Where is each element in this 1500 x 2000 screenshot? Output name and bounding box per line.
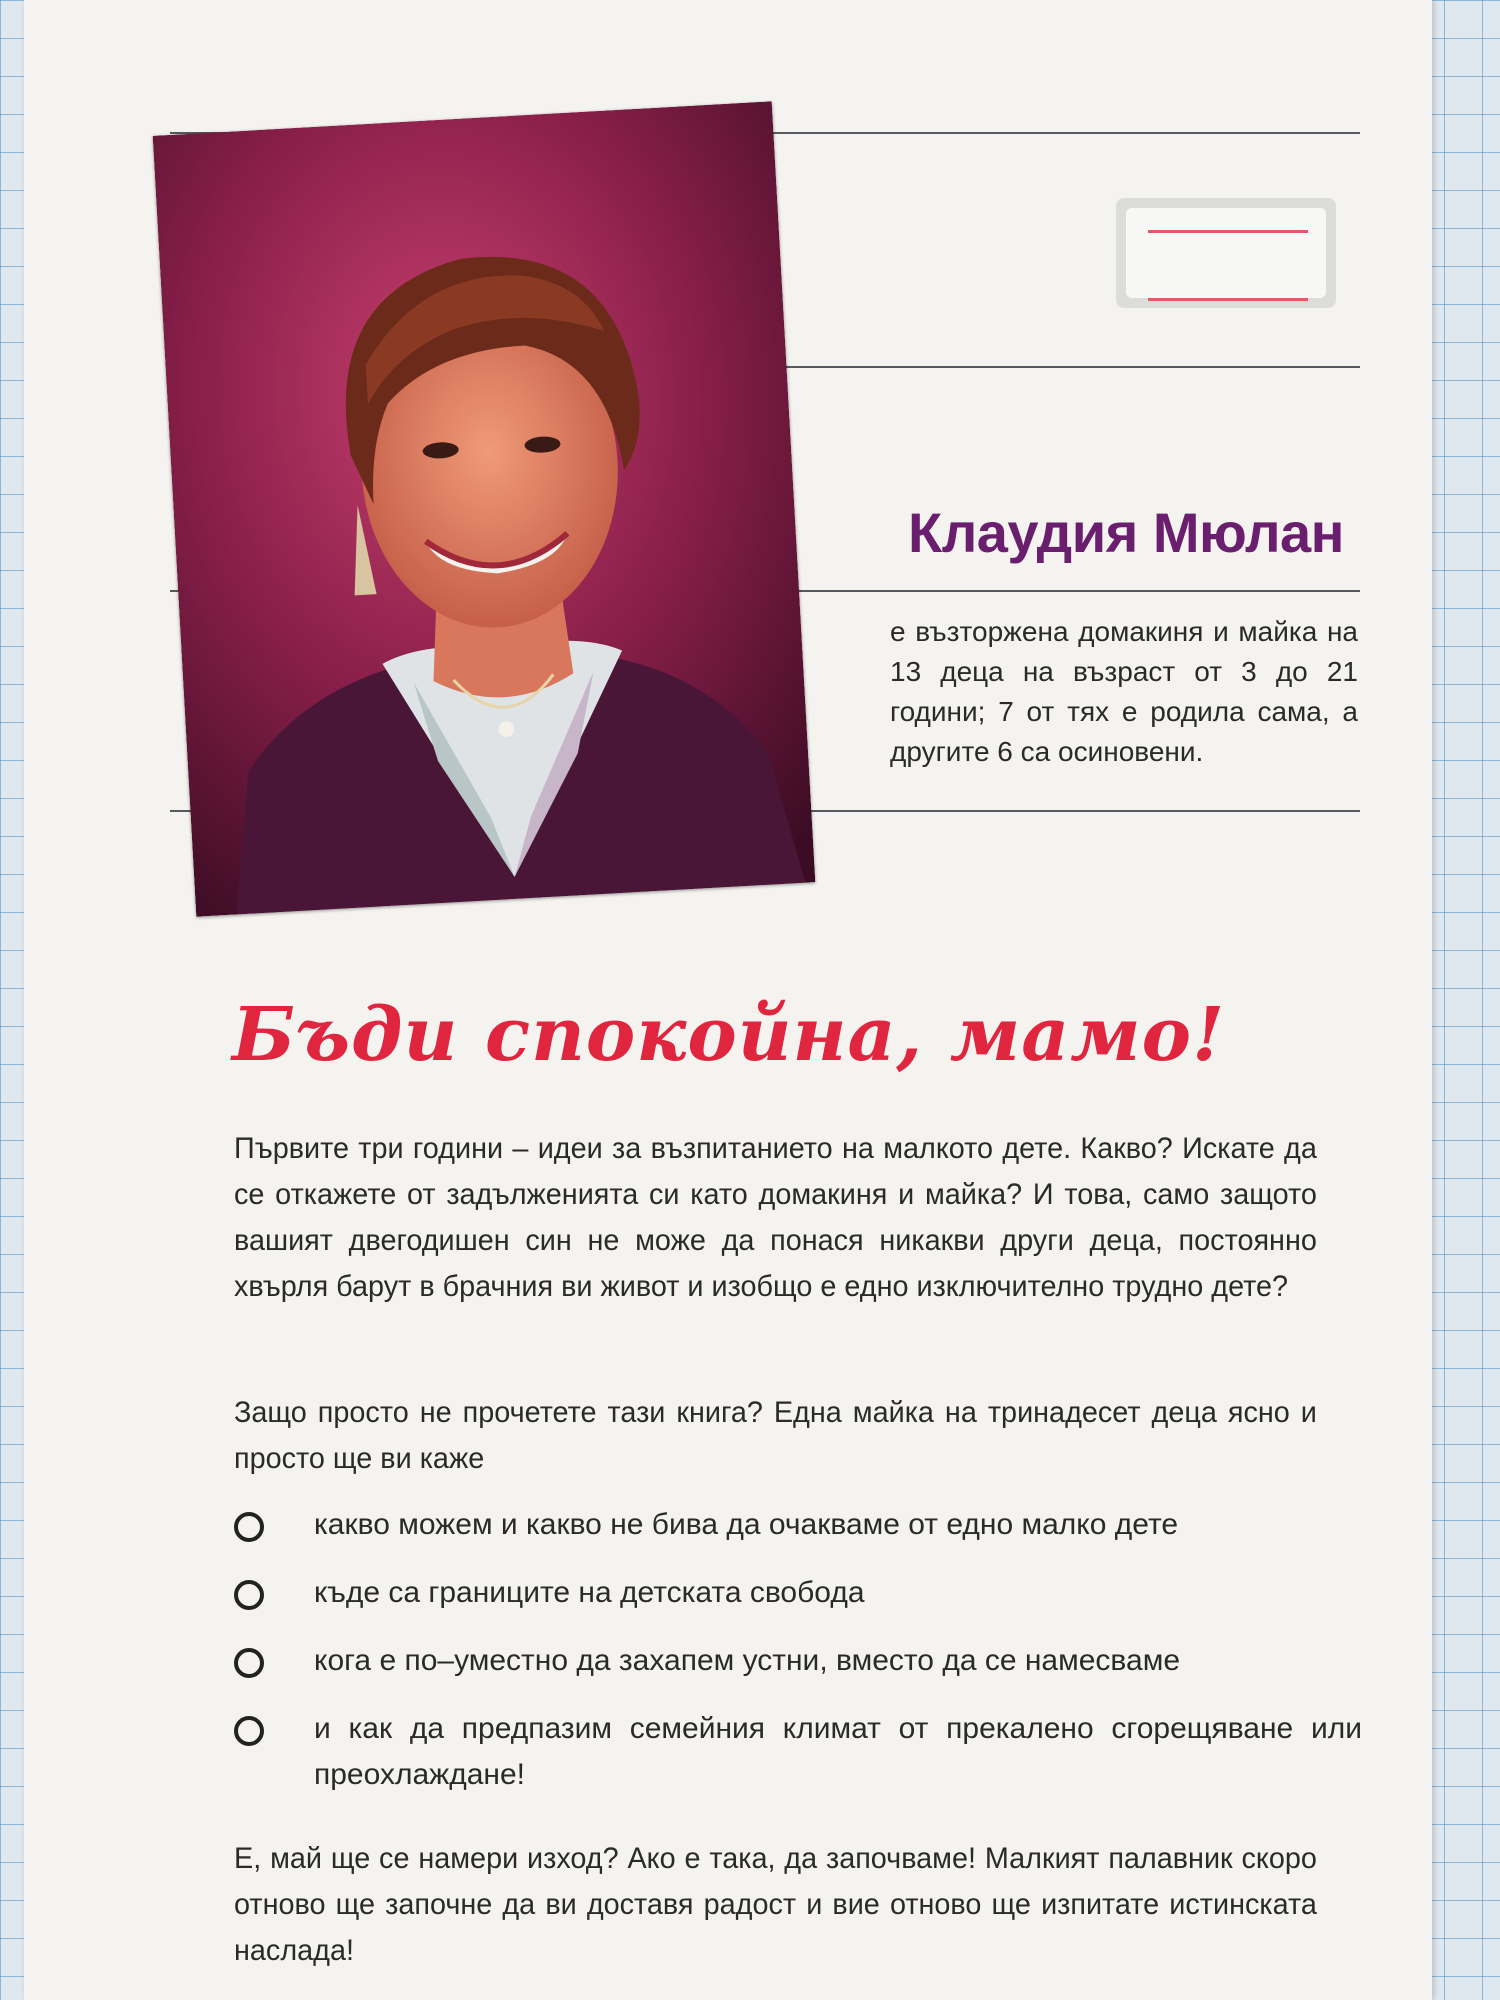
list-item [232,1502,1362,1548]
price-tag-line-top [1148,230,1308,233]
author-bio: е възторжена домакиня и майка на 13 деца на възраст от 3 до 21 години; 7 от тях е родила сама, а другите 6 са осиновени. [890,616,1358,767]
intro-paragraph: Първите три години – идеи за възпитанието на малкото дете. Какво? Искате да се откажете от задълженията си като домакиня и майка? И това, само защото вашият двегодишен син не може да понася никакви други деца, постоянно хвърля барут в брачния ви живот и изобщо е едно изключително трудно дете? [234,1132,1317,1303]
author-name: Клаудия Мюлан [908,501,1344,564]
bullet-text: какво можем и какво не бива да очакваме от едно малко дете [314,1508,1179,1541]
question-paragraph: Защо просто не прочетете тази книга? Една майка на тринадесет деца ясно и просто ще ви каже [234,1396,1317,1475]
author-photo [153,101,816,916]
bullet-list [232,1502,1362,1820]
circle-bullet-icon [234,1716,264,1746]
list-item [232,1706,1362,1798]
price-tag-sticker [1116,198,1336,308]
circle-bullet-icon [234,1580,264,1610]
list-item [232,1570,1362,1616]
bullet-text: къде са границите на детската свобода [314,1576,865,1609]
circle-bullet-icon [234,1648,264,1678]
description-closing [234,1836,1317,1974]
book-back-cover [24,0,1432,2000]
description-question [234,1390,1317,1482]
price-tag-line-bottom [1148,298,1308,301]
list-item [232,1638,1362,1684]
bullet-text: кога е по–уместно да захапем устни, вместо да се намесваме [314,1644,1181,1677]
closing-paragraph: Е, май ще се намери изход? Ако е така, да започваме! Малкият палавник скоро отново ще започне да ви доставя радост и вие отново ще изпитате истинската наслада! [234,1842,1317,1967]
circle-bullet-icon [234,1512,264,1542]
book-title: Бъди спокойна, мамо! [232,992,1226,1078]
description-intro [234,1126,1317,1310]
bullet-text: и как да предпазим семейния климат от прекалено сгорещяване или преохлаждане! [314,1712,1362,1791]
